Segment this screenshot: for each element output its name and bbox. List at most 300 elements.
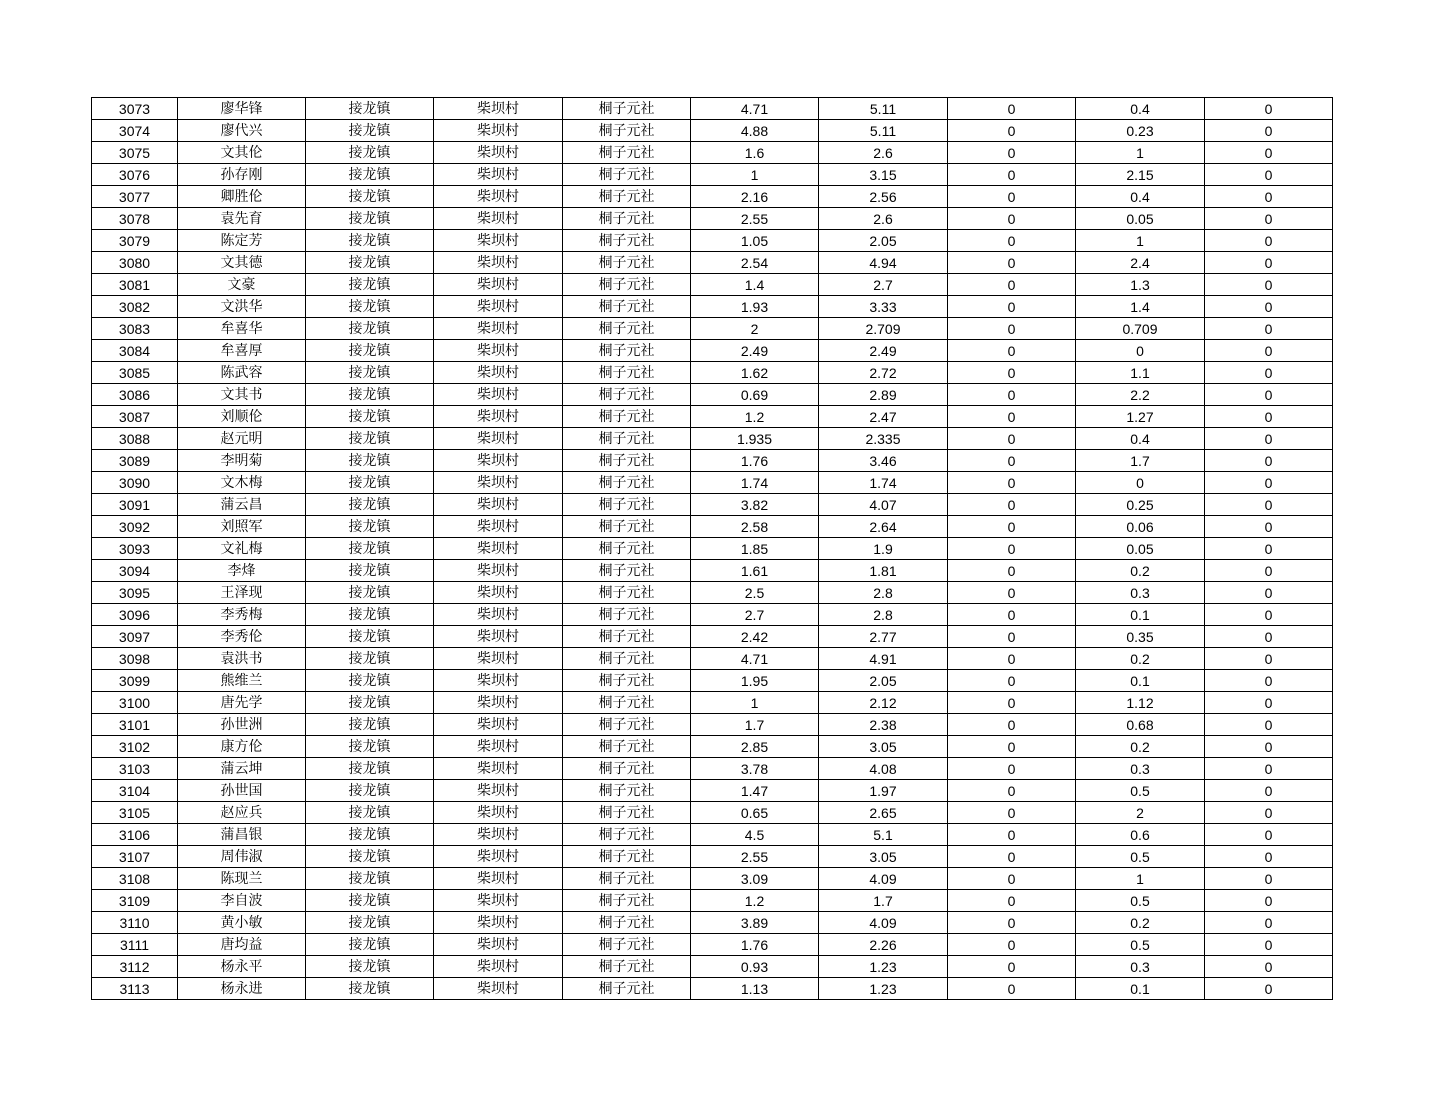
village-cell: 柴坝村	[434, 978, 563, 1000]
town-cell: 接龙镇	[306, 318, 434, 340]
value3-cell: 0	[948, 142, 1076, 164]
name-cell: 廖代兴	[178, 120, 306, 142]
value5-cell: 0	[1205, 626, 1333, 648]
name-cell: 李明菊	[178, 450, 306, 472]
value3-cell: 0	[948, 912, 1076, 934]
name-cell: 康方伦	[178, 736, 306, 758]
value2-cell: 2.7	[819, 274, 948, 296]
value3-cell: 0	[948, 868, 1076, 890]
value4-cell: 0.35	[1076, 626, 1205, 648]
value3-cell: 0	[948, 164, 1076, 186]
id-cell: 3082	[92, 296, 178, 318]
value4-cell: 2.4	[1076, 252, 1205, 274]
value4-cell: 0.3	[1076, 758, 1205, 780]
village-cell: 柴坝村	[434, 846, 563, 868]
name-cell: 文木梅	[178, 472, 306, 494]
name-cell: 杨永平	[178, 956, 306, 978]
value3-cell: 0	[948, 318, 1076, 340]
value4-cell: 0.3	[1076, 582, 1205, 604]
value1-cell: 3.78	[691, 758, 819, 780]
village-cell: 柴坝村	[434, 582, 563, 604]
value4-cell: 1.27	[1076, 406, 1205, 428]
value1-cell: 2.49	[691, 340, 819, 362]
value5-cell: 0	[1205, 582, 1333, 604]
group-cell: 桐子元社	[563, 142, 691, 164]
value3-cell: 0	[948, 472, 1076, 494]
town-cell: 接龙镇	[306, 824, 434, 846]
value4-cell: 0.5	[1076, 890, 1205, 912]
town-cell: 接龙镇	[306, 934, 434, 956]
id-cell: 3099	[92, 670, 178, 692]
group-cell: 桐子元社	[563, 582, 691, 604]
value2-cell: 3.05	[819, 846, 948, 868]
value2-cell: 3.33	[819, 296, 948, 318]
id-cell: 3113	[92, 978, 178, 1000]
group-cell: 桐子元社	[563, 780, 691, 802]
value3-cell: 0	[948, 956, 1076, 978]
village-cell: 柴坝村	[434, 362, 563, 384]
table-row	[92, 912, 1333, 934]
id-cell: 3086	[92, 384, 178, 406]
group-cell: 桐子元社	[563, 274, 691, 296]
value2-cell: 2.38	[819, 714, 948, 736]
value5-cell: 0	[1205, 164, 1333, 186]
group-cell: 桐子元社	[563, 296, 691, 318]
town-cell: 接龙镇	[306, 560, 434, 582]
value2-cell: 2.335	[819, 428, 948, 450]
table-row	[92, 956, 1333, 978]
town-cell: 接龙镇	[306, 230, 434, 252]
group-cell: 桐子元社	[563, 648, 691, 670]
name-cell: 李秀梅	[178, 604, 306, 626]
id-cell: 3111	[92, 934, 178, 956]
village-cell: 柴坝村	[434, 736, 563, 758]
group-cell: 桐子元社	[563, 824, 691, 846]
value2-cell: 5.1	[819, 824, 948, 846]
value2-cell: 1.7	[819, 890, 948, 912]
value3-cell: 0	[948, 780, 1076, 802]
value2-cell: 2.8	[819, 582, 948, 604]
value5-cell: 0	[1205, 780, 1333, 802]
value1-cell: 1.74	[691, 472, 819, 494]
value1-cell: 1.2	[691, 406, 819, 428]
village-cell: 柴坝村	[434, 758, 563, 780]
value5-cell: 0	[1205, 670, 1333, 692]
value1-cell: 0.93	[691, 956, 819, 978]
table-row	[92, 406, 1333, 428]
id-cell: 3108	[92, 868, 178, 890]
village-cell: 柴坝村	[434, 472, 563, 494]
name-cell: 李烽	[178, 560, 306, 582]
value5-cell: 0	[1205, 318, 1333, 340]
value4-cell: 0	[1076, 340, 1205, 362]
value2-cell: 2.05	[819, 230, 948, 252]
table-row	[92, 164, 1333, 186]
table-row	[92, 978, 1333, 1000]
table-row	[92, 494, 1333, 516]
town-cell: 接龙镇	[306, 186, 434, 208]
village-cell: 柴坝村	[434, 868, 563, 890]
group-cell: 桐子元社	[563, 538, 691, 560]
value1-cell: 1	[691, 692, 819, 714]
value2-cell: 1.23	[819, 978, 948, 1000]
name-cell: 唐先学	[178, 692, 306, 714]
name-cell: 文其书	[178, 384, 306, 406]
value5-cell: 0	[1205, 648, 1333, 670]
table-row	[92, 120, 1333, 142]
id-cell: 3101	[92, 714, 178, 736]
value2-cell: 2.8	[819, 604, 948, 626]
value5-cell: 0	[1205, 714, 1333, 736]
value5-cell: 0	[1205, 142, 1333, 164]
value2-cell: 4.09	[819, 868, 948, 890]
value5-cell: 0	[1205, 274, 1333, 296]
name-cell: 李秀伦	[178, 626, 306, 648]
group-cell: 桐子元社	[563, 120, 691, 142]
value4-cell: 0.1	[1076, 978, 1205, 1000]
value5-cell: 0	[1205, 538, 1333, 560]
value2-cell: 2.77	[819, 626, 948, 648]
name-cell: 李自波	[178, 890, 306, 912]
group-cell: 桐子元社	[563, 912, 691, 934]
id-cell: 3073	[92, 98, 178, 120]
name-cell: 孙存刚	[178, 164, 306, 186]
value1-cell: 0.65	[691, 802, 819, 824]
value4-cell: 0.06	[1076, 516, 1205, 538]
value2-cell: 2.12	[819, 692, 948, 714]
value5-cell: 0	[1205, 956, 1333, 978]
value3-cell: 0	[948, 208, 1076, 230]
value3-cell: 0	[948, 714, 1076, 736]
name-cell: 牟喜华	[178, 318, 306, 340]
name-cell: 蒲云昌	[178, 494, 306, 516]
value1-cell: 3.09	[691, 868, 819, 890]
value1-cell: 1.95	[691, 670, 819, 692]
value4-cell: 1.1	[1076, 362, 1205, 384]
table-row	[92, 538, 1333, 560]
value1-cell: 1.62	[691, 362, 819, 384]
town-cell: 接龙镇	[306, 406, 434, 428]
value3-cell: 0	[948, 494, 1076, 516]
name-cell: 赵元明	[178, 428, 306, 450]
table-row	[92, 274, 1333, 296]
value4-cell: 0.05	[1076, 538, 1205, 560]
value1-cell: 0.69	[691, 384, 819, 406]
value4-cell: 1.7	[1076, 450, 1205, 472]
value3-cell: 0	[948, 230, 1076, 252]
value5-cell: 0	[1205, 890, 1333, 912]
value5-cell: 0	[1205, 186, 1333, 208]
group-cell: 桐子元社	[563, 626, 691, 648]
town-cell: 接龙镇	[306, 978, 434, 1000]
value2-cell: 2.49	[819, 340, 948, 362]
town-cell: 接龙镇	[306, 802, 434, 824]
value4-cell: 0.23	[1076, 120, 1205, 142]
table-row	[92, 604, 1333, 626]
value5-cell: 0	[1205, 560, 1333, 582]
value3-cell: 0	[948, 340, 1076, 362]
value3-cell: 0	[948, 736, 1076, 758]
value2-cell: 2.65	[819, 802, 948, 824]
name-cell: 文豪	[178, 274, 306, 296]
town-cell: 接龙镇	[306, 868, 434, 890]
value4-cell: 0.2	[1076, 648, 1205, 670]
value1-cell: 1.05	[691, 230, 819, 252]
table-row	[92, 890, 1333, 912]
table-row	[92, 670, 1333, 692]
value2-cell: 4.94	[819, 252, 948, 274]
town-cell: 接龙镇	[306, 956, 434, 978]
group-cell: 桐子元社	[563, 340, 691, 362]
value3-cell: 0	[948, 516, 1076, 538]
group-cell: 桐子元社	[563, 758, 691, 780]
town-cell: 接龙镇	[306, 780, 434, 802]
value2-cell: 1.9	[819, 538, 948, 560]
value1-cell: 1.13	[691, 978, 819, 1000]
name-cell: 文洪华	[178, 296, 306, 318]
name-cell: 唐均益	[178, 934, 306, 956]
id-cell: 3093	[92, 538, 178, 560]
id-cell: 3098	[92, 648, 178, 670]
value1-cell: 2	[691, 318, 819, 340]
table-row	[92, 384, 1333, 406]
name-cell: 文其德	[178, 252, 306, 274]
group-cell: 桐子元社	[563, 934, 691, 956]
town-cell: 接龙镇	[306, 604, 434, 626]
table-row	[92, 428, 1333, 450]
town-cell: 接龙镇	[306, 626, 434, 648]
value4-cell: 0	[1076, 472, 1205, 494]
value1-cell: 1.6	[691, 142, 819, 164]
value1-cell: 2.42	[691, 626, 819, 648]
value5-cell: 0	[1205, 494, 1333, 516]
value2-cell: 4.91	[819, 648, 948, 670]
village-cell: 柴坝村	[434, 890, 563, 912]
value5-cell: 0	[1205, 802, 1333, 824]
value4-cell: 1	[1076, 868, 1205, 890]
group-cell: 桐子元社	[563, 604, 691, 626]
id-cell: 3076	[92, 164, 178, 186]
value3-cell: 0	[948, 450, 1076, 472]
value4-cell: 0.05	[1076, 208, 1205, 230]
town-cell: 接龙镇	[306, 362, 434, 384]
group-cell: 桐子元社	[563, 208, 691, 230]
name-cell: 文其伦	[178, 142, 306, 164]
value2-cell: 2.05	[819, 670, 948, 692]
value5-cell: 0	[1205, 406, 1333, 428]
table-row	[92, 230, 1333, 252]
name-cell: 杨永进	[178, 978, 306, 1000]
name-cell: 袁先育	[178, 208, 306, 230]
id-cell: 3081	[92, 274, 178, 296]
town-cell: 接龙镇	[306, 384, 434, 406]
village-cell: 柴坝村	[434, 186, 563, 208]
group-cell: 桐子元社	[563, 560, 691, 582]
group-cell: 桐子元社	[563, 670, 691, 692]
value4-cell: 0.2	[1076, 736, 1205, 758]
value4-cell: 0.1	[1076, 604, 1205, 626]
value3-cell: 0	[948, 428, 1076, 450]
id-cell: 3085	[92, 362, 178, 384]
table-row	[92, 208, 1333, 230]
value5-cell: 0	[1205, 868, 1333, 890]
value1-cell: 4.71	[691, 648, 819, 670]
value2-cell: 5.11	[819, 98, 948, 120]
value1-cell: 2.7	[691, 604, 819, 626]
value1-cell: 4.71	[691, 98, 819, 120]
village-cell: 柴坝村	[434, 230, 563, 252]
value1-cell: 1.76	[691, 450, 819, 472]
value5-cell: 0	[1205, 912, 1333, 934]
name-cell: 周伟淑	[178, 846, 306, 868]
town-cell: 接龙镇	[306, 472, 434, 494]
value1-cell: 2.54	[691, 252, 819, 274]
group-cell: 桐子元社	[563, 318, 691, 340]
value4-cell: 0.4	[1076, 428, 1205, 450]
value3-cell: 0	[948, 582, 1076, 604]
value4-cell: 0.2	[1076, 560, 1205, 582]
value5-cell: 0	[1205, 428, 1333, 450]
name-cell: 蒲云坤	[178, 758, 306, 780]
id-cell: 3089	[92, 450, 178, 472]
village-cell: 柴坝村	[434, 164, 563, 186]
id-cell: 3077	[92, 186, 178, 208]
value2-cell: 2.26	[819, 934, 948, 956]
value1-cell: 1	[691, 164, 819, 186]
town-cell: 接龙镇	[306, 164, 434, 186]
id-cell: 3109	[92, 890, 178, 912]
value5-cell: 0	[1205, 824, 1333, 846]
village-cell: 柴坝村	[434, 318, 563, 340]
town-cell: 接龙镇	[306, 736, 434, 758]
value4-cell: 0.4	[1076, 186, 1205, 208]
town-cell: 接龙镇	[306, 648, 434, 670]
data-table	[91, 97, 1333, 1000]
value4-cell: 0.25	[1076, 494, 1205, 516]
value4-cell: 0.5	[1076, 780, 1205, 802]
group-cell: 桐子元社	[563, 802, 691, 824]
table-row	[92, 824, 1333, 846]
value4-cell: 0.4	[1076, 98, 1205, 120]
value1-cell: 2.55	[691, 208, 819, 230]
value1-cell: 2.85	[691, 736, 819, 758]
group-cell: 桐子元社	[563, 98, 691, 120]
value4-cell: 0.5	[1076, 846, 1205, 868]
value1-cell: 2.5	[691, 582, 819, 604]
value3-cell: 0	[948, 692, 1076, 714]
group-cell: 桐子元社	[563, 406, 691, 428]
value5-cell: 0	[1205, 208, 1333, 230]
value1-cell: 2.58	[691, 516, 819, 538]
value4-cell: 0.68	[1076, 714, 1205, 736]
village-cell: 柴坝村	[434, 208, 563, 230]
village-cell: 柴坝村	[434, 780, 563, 802]
table-row	[92, 868, 1333, 890]
value1-cell: 1.85	[691, 538, 819, 560]
value4-cell: 0.3	[1076, 956, 1205, 978]
name-cell: 廖华锋	[178, 98, 306, 120]
village-cell: 柴坝村	[434, 406, 563, 428]
value3-cell: 0	[948, 802, 1076, 824]
value4-cell: 0.2	[1076, 912, 1205, 934]
value2-cell: 4.09	[819, 912, 948, 934]
group-cell: 桐子元社	[563, 956, 691, 978]
name-cell: 赵应兵	[178, 802, 306, 824]
village-cell: 柴坝村	[434, 142, 563, 164]
id-cell: 3078	[92, 208, 178, 230]
town-cell: 接龙镇	[306, 692, 434, 714]
group-cell: 桐子元社	[563, 692, 691, 714]
group-cell: 桐子元社	[563, 516, 691, 538]
table-row	[92, 692, 1333, 714]
town-cell: 接龙镇	[306, 428, 434, 450]
value5-cell: 0	[1205, 362, 1333, 384]
town-cell: 接龙镇	[306, 450, 434, 472]
id-cell: 3097	[92, 626, 178, 648]
town-cell: 接龙镇	[306, 494, 434, 516]
name-cell: 刘照军	[178, 516, 306, 538]
village-cell: 柴坝村	[434, 692, 563, 714]
value3-cell: 0	[948, 252, 1076, 274]
value3-cell: 0	[948, 626, 1076, 648]
value2-cell: 4.07	[819, 494, 948, 516]
village-cell: 柴坝村	[434, 626, 563, 648]
id-cell: 3079	[92, 230, 178, 252]
value1-cell: 1.935	[691, 428, 819, 450]
id-cell: 3096	[92, 604, 178, 626]
value3-cell: 0	[948, 362, 1076, 384]
value2-cell: 3.05	[819, 736, 948, 758]
value5-cell: 0	[1205, 384, 1333, 406]
town-cell: 接龙镇	[306, 340, 434, 362]
value1-cell: 4.88	[691, 120, 819, 142]
table-row	[92, 648, 1333, 670]
value2-cell: 4.08	[819, 758, 948, 780]
value5-cell: 0	[1205, 98, 1333, 120]
table-row	[92, 362, 1333, 384]
value5-cell: 0	[1205, 472, 1333, 494]
value5-cell: 0	[1205, 978, 1333, 1000]
group-cell: 桐子元社	[563, 472, 691, 494]
name-cell: 文礼梅	[178, 538, 306, 560]
village-cell: 柴坝村	[434, 956, 563, 978]
value1-cell: 2.55	[691, 846, 819, 868]
id-cell: 3103	[92, 758, 178, 780]
group-cell: 桐子元社	[563, 450, 691, 472]
name-cell: 卿胜伦	[178, 186, 306, 208]
group-cell: 桐子元社	[563, 890, 691, 912]
value5-cell: 0	[1205, 296, 1333, 318]
value1-cell: 1.76	[691, 934, 819, 956]
id-cell: 3100	[92, 692, 178, 714]
town-cell: 接龙镇	[306, 296, 434, 318]
value2-cell: 2.47	[819, 406, 948, 428]
value5-cell: 0	[1205, 604, 1333, 626]
value5-cell: 0	[1205, 230, 1333, 252]
name-cell: 陈现兰	[178, 868, 306, 890]
value4-cell: 2	[1076, 802, 1205, 824]
value5-cell: 0	[1205, 736, 1333, 758]
town-cell: 接龙镇	[306, 252, 434, 274]
value2-cell: 3.46	[819, 450, 948, 472]
value2-cell: 1.97	[819, 780, 948, 802]
value3-cell: 0	[948, 98, 1076, 120]
table-row	[92, 582, 1333, 604]
value3-cell: 0	[948, 604, 1076, 626]
value5-cell: 0	[1205, 120, 1333, 142]
value3-cell: 0	[948, 384, 1076, 406]
name-cell: 孙世洲	[178, 714, 306, 736]
